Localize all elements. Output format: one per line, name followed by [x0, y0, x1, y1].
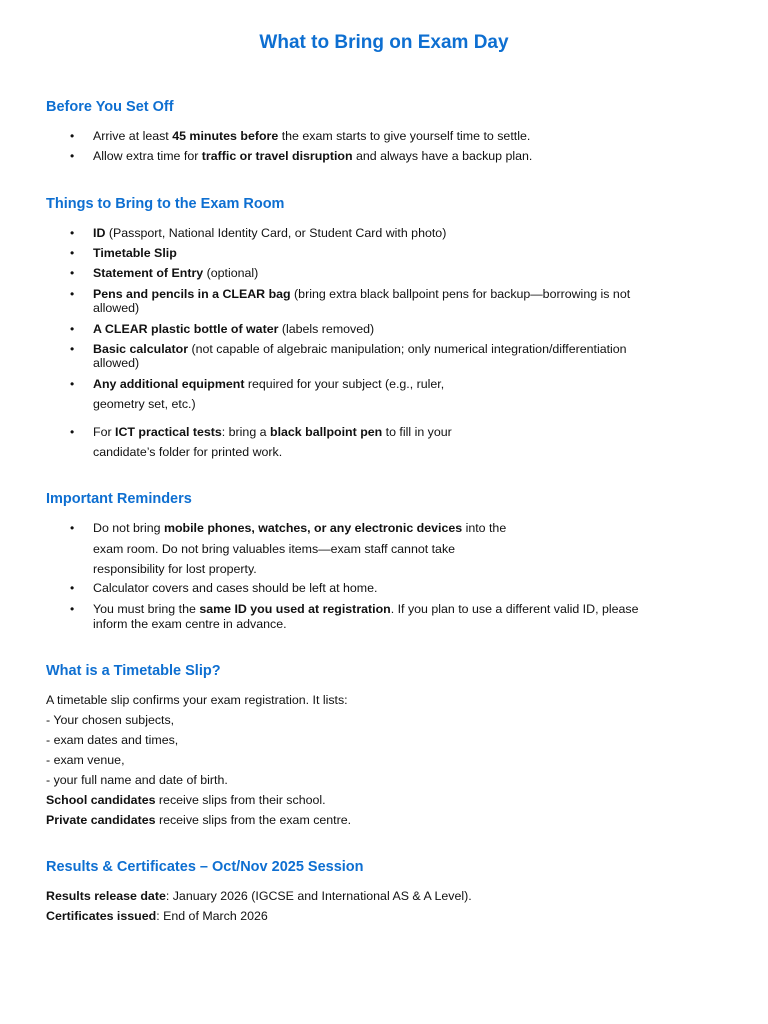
list-item: • Allow extra time for traffic or travel disruption and always have a backup plan.	[93, 149, 693, 164]
heading-results-certificates: Results & Certificates – Oct/Nov 2025 Session	[46, 859, 364, 875]
paragraph: Private candidates receive slips from the exam centre.	[46, 813, 352, 827]
list-item-continuation: allowed)	[93, 301, 140, 315]
heading-before-you-set-off: Before You Set Off	[46, 99, 174, 115]
list-item: • A CLEAR plastic bottle of water (labels removed)	[93, 322, 693, 337]
list-item: • Pens and pencils in a CLEAR bag (bring extra black ballpoint pens for backup—borrowing is not	[93, 287, 693, 302]
list-item-continuation: exam room. Do not bring valuables items—exam staff cannot take	[93, 542, 456, 556]
list-item-continuation: allowed)	[93, 356, 140, 370]
list-item: • Calculator covers and cases should be left at home.	[93, 581, 693, 596]
page-title: What to Bring on Exam Day	[259, 32, 509, 53]
heading-important-reminders: Important Reminders	[46, 491, 192, 507]
list-item: • Basic calculator (not capable of algebraic manipulation; only numerical integration/differentiation	[93, 342, 693, 357]
heading-timetable-slip: What is a Timetable Slip?	[46, 663, 221, 679]
list-item-continuation: geometry set, etc.)	[93, 397, 196, 411]
list-item: • For ICT practical tests: bring a black ballpoint pen to fill in your	[93, 425, 693, 440]
paragraph: A timetable slip confirms your exam registration. It lists:	[46, 693, 348, 707]
list-item: • ID (Passport, National Identity Card, or Student Card with photo)	[93, 226, 693, 241]
heading-things-to-bring: Things to Bring to the Exam Room	[46, 196, 285, 212]
paragraph: - your full name and date of birth.	[46, 773, 228, 787]
list-item: • You must bring the same ID you used at registration. If you plan to use a different valid ID, please	[93, 602, 693, 617]
list-item: • Do not bring mobile phones, watches, or any electronic devices into the	[93, 521, 693, 536]
list-item-continuation: candidate’s folder for printed work.	[93, 445, 283, 459]
list-item-continuation: responsibility for lost property.	[93, 562, 257, 576]
paragraph: - Your chosen subjects,	[46, 713, 175, 727]
list-item: • Timetable Slip	[93, 246, 693, 261]
paragraph: - exam dates and times,	[46, 733, 179, 747]
paragraph: - exam venue,	[46, 753, 125, 767]
paragraph: Certificates issued: End of March 2026	[46, 909, 268, 923]
list-item: • Any additional equipment required for your subject (e.g., ruler,	[93, 377, 693, 392]
list-item: • Arrive at least 45 minutes before the exam starts to give yourself time to settle.	[93, 129, 693, 144]
paragraph: Results release date: January 2026 (IGCSE and International AS & A Level).	[46, 889, 472, 903]
list-item: • Statement of Entry (optional)	[93, 266, 693, 281]
list-item-continuation: inform the exam centre in advance.	[93, 617, 287, 631]
paragraph: School candidates receive slips from their school.	[46, 793, 326, 807]
